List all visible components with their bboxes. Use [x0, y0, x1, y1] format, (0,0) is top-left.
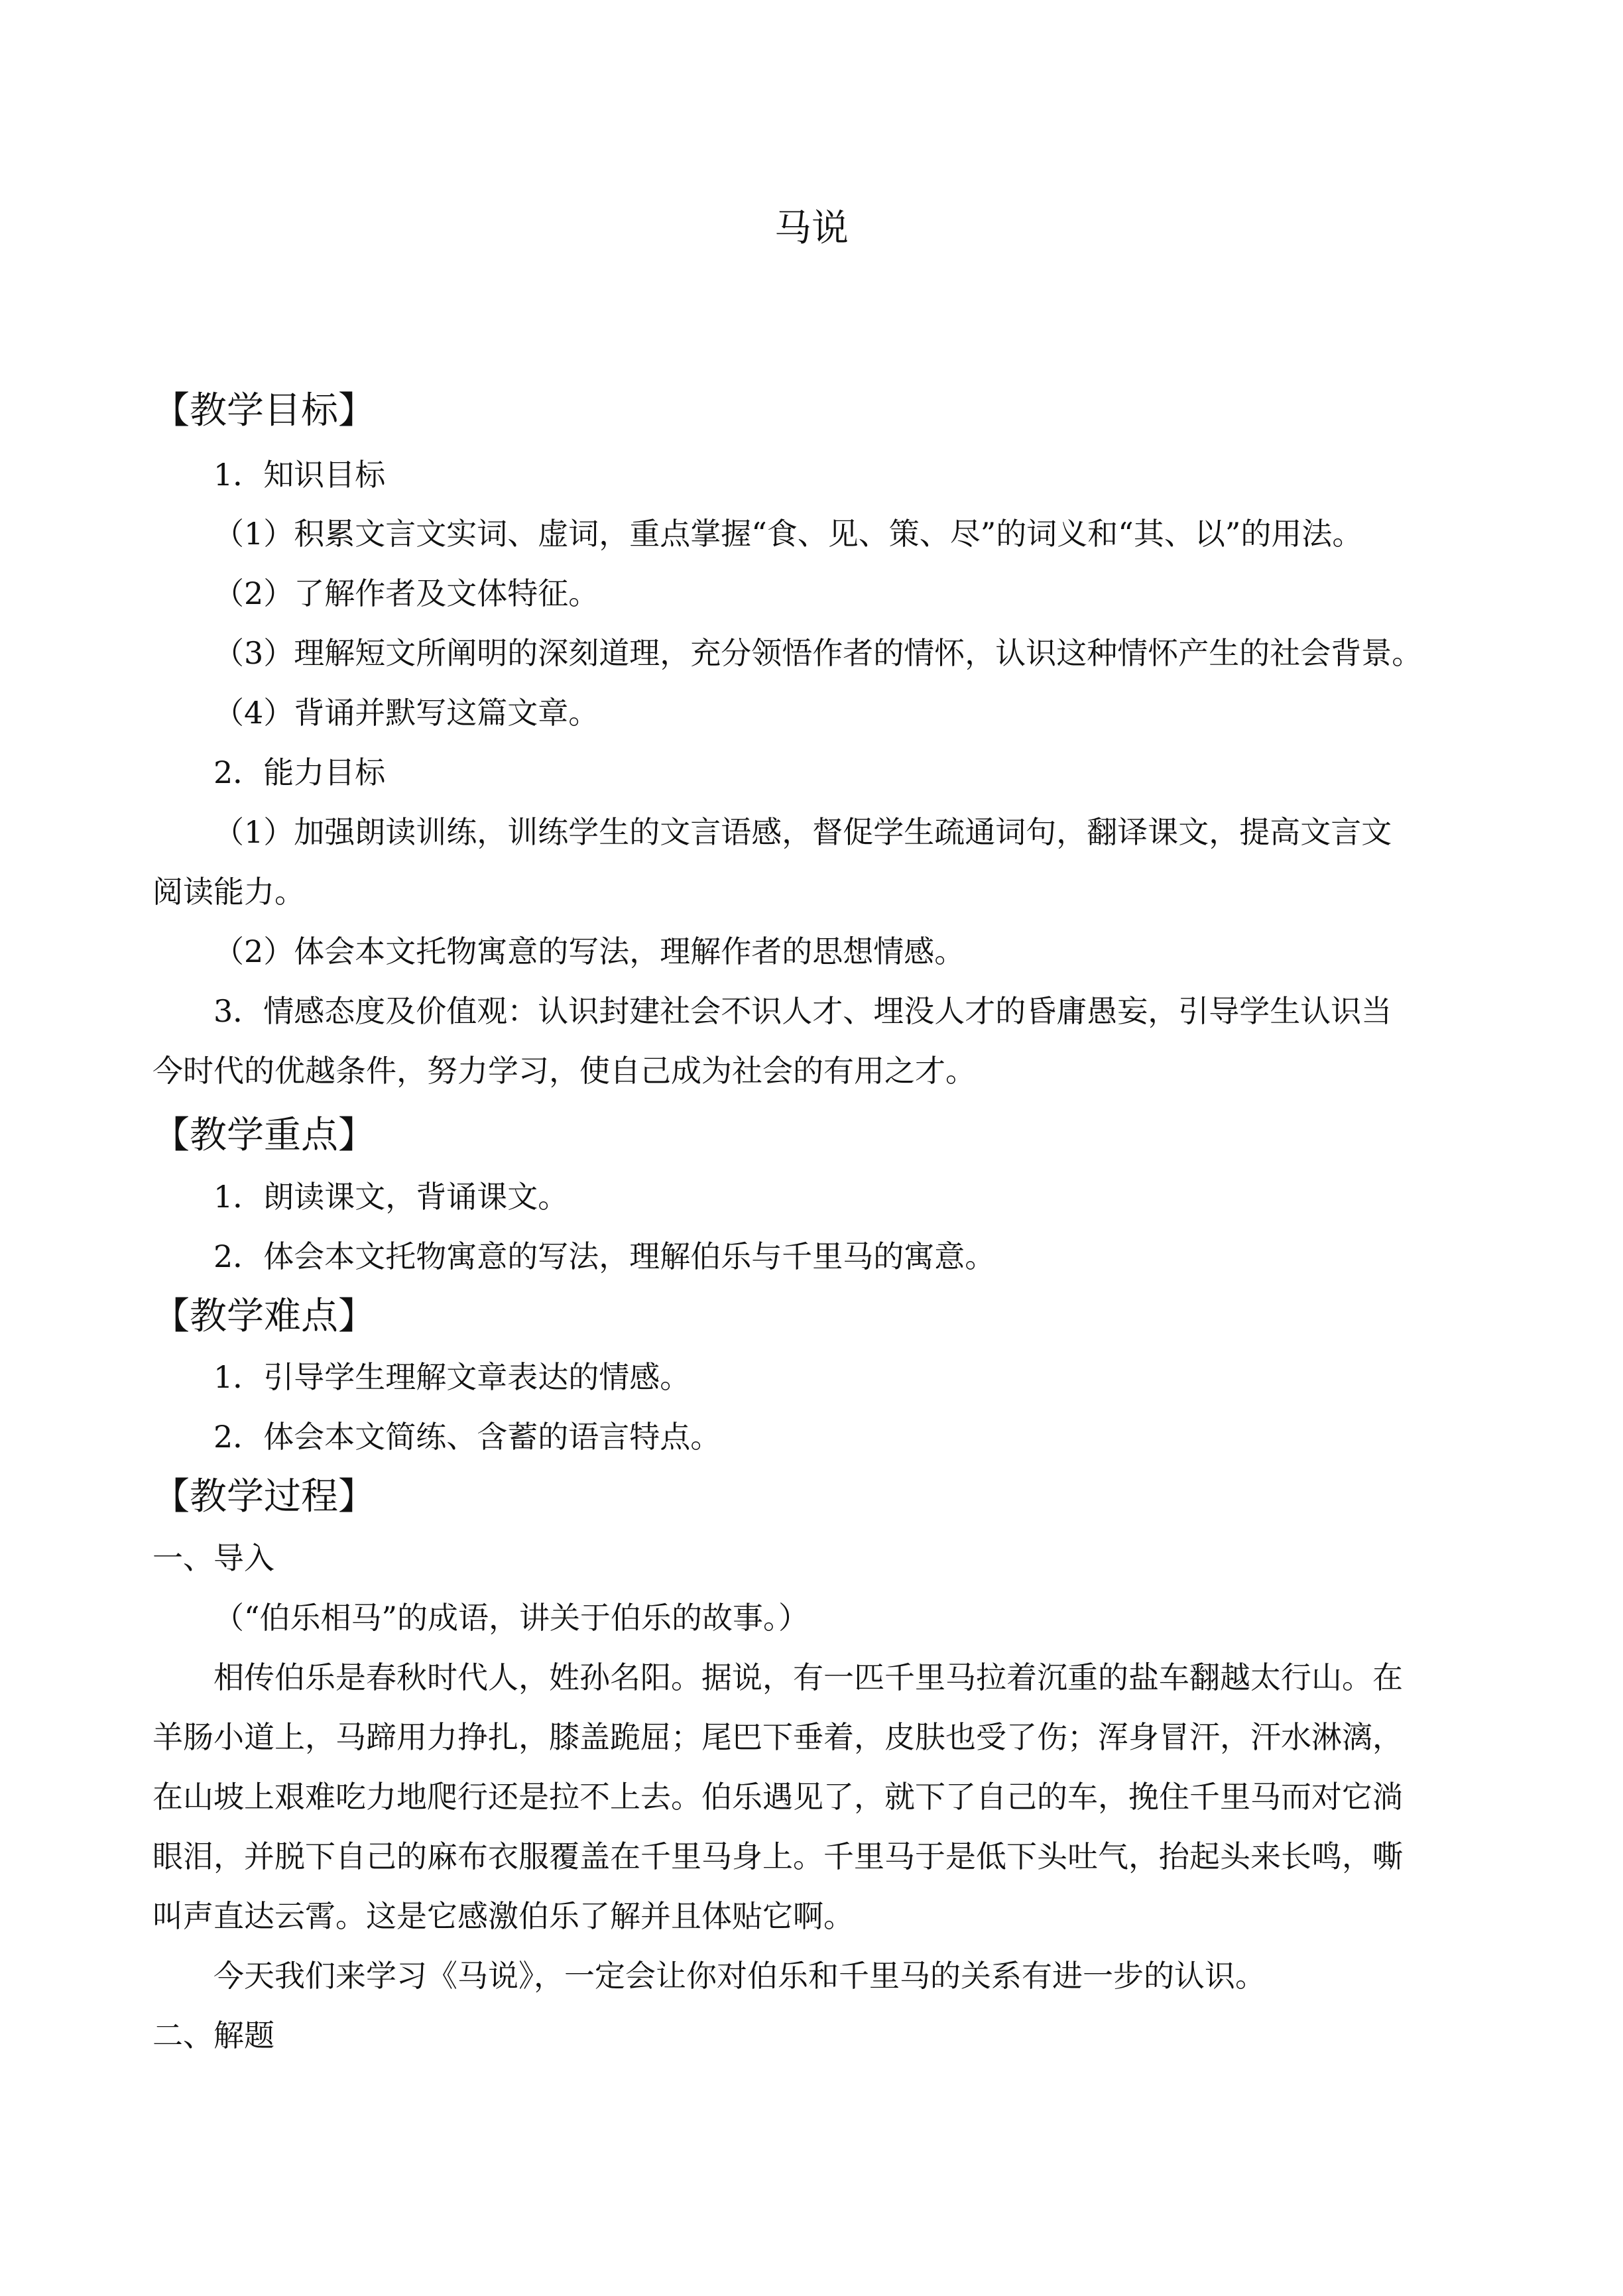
section-heading-objectives: 【教学目标】 — [152, 389, 375, 432]
paragraph-line: 相传伯乐是春秋时代人，姓孙名阳。据说，有一匹千里马拉着沉重的盐车翻越太行山。在 — [213, 1660, 1403, 1695]
paragraph-line: （“伯乐相马”的成语，讲关于伯乐的故事。） — [213, 1600, 810, 1636]
document-title: 马说 — [774, 207, 849, 250]
paragraph-line: 二、解题 — [152, 2018, 274, 2053]
paragraph-line: 1．知识目标 — [213, 457, 386, 493]
paragraph-line: （4）背诵并默写这篇文章。 — [213, 695, 599, 731]
paragraph-line: 3．情感态度及价值观：认识封建社会不识人才、埋没人才的昏庸愚妄，引导学生认识当 — [213, 993, 1392, 1029]
section-heading-process: 【教学过程】 — [152, 1475, 375, 1518]
paragraph-line: 1．朗读课文，背诵课文。 — [213, 1179, 569, 1215]
paragraph-line: 一、导入 — [152, 1540, 274, 1576]
paragraph-line: （1）积累文言文实词、虚词，重点掌握“食、见、策、尽”的词义和“其、以”的用法。 — [213, 516, 1363, 552]
paragraph-line: （3）理解短文所阐明的深刻道理，充分领悟作者的情怀，认识这种情怀产生的社会背景。 — [213, 635, 1423, 671]
paragraph-line: （2）了解作者及文体特征。 — [213, 575, 599, 611]
paragraph-line: 在山坡上艰难吃力地爬行还是拉不上去。伯乐遇见了，就下了自己的车，挽住千里马而对它淌 — [152, 1779, 1403, 1815]
paragraph-line: 叫声直达云霄。这是它感激伯乐了解并且体贴它啊。 — [152, 1898, 854, 1934]
paragraph-line: （2）体会本文托物寓意的写法，理解作者的思想情感。 — [213, 934, 965, 969]
paragraph-line: 眼泪，并脱下自己的麻布衣服覆盖在千里马身上。千里马于是低下头吐气，抬起头来长鸣，嘶 — [152, 1839, 1403, 1874]
paragraph-line: （1）加强朗读训练，训练学生的文言语感，督促学生疏通词句，翻译课文，提高文言文 — [213, 814, 1392, 850]
section-heading-difficulties: 【教学难点】 — [152, 1295, 375, 1338]
paragraph-line: 今时代的优越条件，努力学习，使自己成为社会的有用之才。 — [152, 1053, 976, 1089]
paragraph-line: 阅读能力。 — [152, 874, 305, 910]
paragraph-line: 羊肠小道上，马蹄用力挣扎，膝盖跪屈；尾巴下垂着，皮肤也受了伤；浑身冒汗，汗水淋漓， — [152, 1719, 1403, 1755]
paragraph-line: 今天我们来学习《马说》，一定会让你对伯乐和千里马的关系有进一步的认识。 — [213, 1958, 1266, 1994]
paragraph-line: 2．能力目标 — [213, 755, 386, 790]
section-heading-key-points: 【教学重点】 — [152, 1114, 375, 1157]
paragraph-line: 2．体会本文托物寓意的写法，理解伯乐与千里马的寓意。 — [213, 1239, 996, 1274]
paragraph-line: 2．体会本文简练、含蓄的语言特点。 — [213, 1419, 721, 1455]
paragraph-line: 1．引导学生理解文章表达的情感。 — [213, 1359, 691, 1395]
